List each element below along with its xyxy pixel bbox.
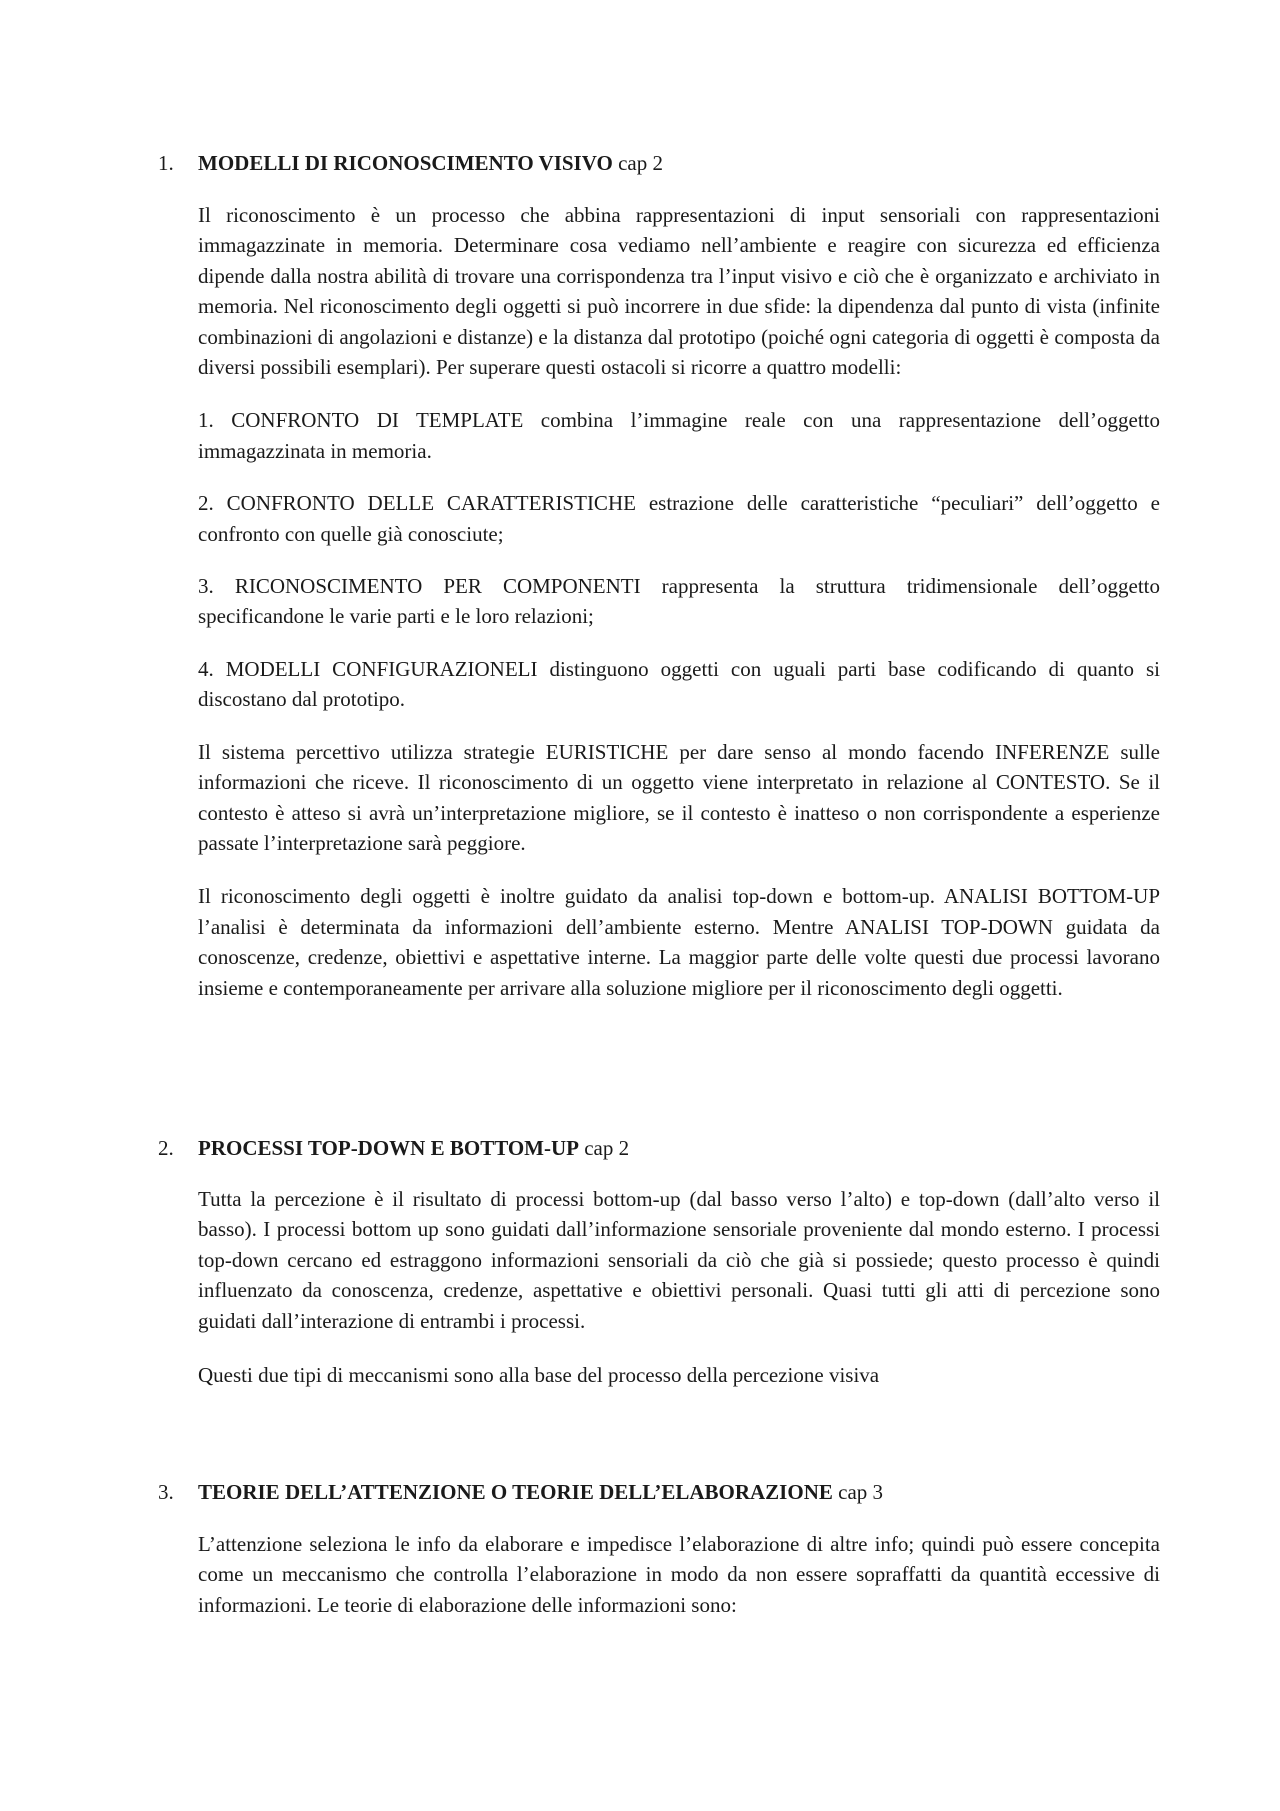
- paragraph: 4. MODELLI CONFIGURAZIONELI distinguono oggetti con uguali parti base codificando di quanto si discostano dal prototipo.: [198, 656, 1160, 712]
- chapter-ref: cap 2: [618, 151, 663, 175]
- paragraph: Tutta la percezione è il risultato di processi bottom-up (dal basso verso l’alto) e top-down (dall’alto verso il basso). I processi bottom up sono guidati dall’informazione sensoriale proveniente dal mondo esterno. I processi top-down cercano ed estraggono informazioni sensoriali da ciò che già si possiede; questo processo è quindi influenzato da conoscenza, credenze, aspettative e obiettivi personali. Quasi tutti gli atti di percezione sono guidati dall’interazione di entrambi i processi.: [198, 1187, 1160, 1333]
- chapter-ref: cap 2: [584, 1136, 630, 1160]
- paragraph: Il riconoscimento è un processo che abbina rappresentazioni di input sensoriali con rappresentazioni immagazzinate in memoria. Determinare cosa vediamo nell’ambiente e reagire con sicurezza ed efficienza dipende dalla nostra abilità di trovare una corrispondenza tra l’input visivo e ciò che è organizzato e archiviato in memoria. Nel riconoscimento degli oggetti si può incorrere in due sfide: la dipendenza dal punto di vista (infinite combinazioni di angolazioni e distanze) e la distanza dal prototipo (poiché ogni categoria di oggetti è composta da diversi possibili esemplari). Per superare questi ostacoli si ricorre a quattro modelli:: [198, 203, 1160, 380]
- section-heading: [158, 148, 1160, 178]
- paragraph: Il riconoscimento degli oggetti è inoltre guidato da analisi top-down e bottom-up. ANALISI BOTTOM-UP l’analisi è determinata da informazioni dell’ambiente esterno. Mentre ANALISI TOP-DOWN guidata da conoscenze, credenze, obiettivi e aspettative interne. La maggior parte delle volte questi due processi lavorano insieme e contemporaneamente per arrivare alla soluzione migliore per il riconoscimento degli oggetti.: [198, 884, 1160, 1000]
- section-body: [198, 200, 1160, 1003]
- paragraph: Questi due tipi di meccanismi sono alla base del processo della percezione visiva: [198, 1363, 880, 1388]
- paragraph: L’attenzione seleziona le info da elaborare e impedisce l’elaborazione di altre info; quindi può essere concepita come un meccanismo che controlla l’elaborazione in modo da non essere sopraffatti da quantità eccessive di informazioni. Le teorie di elaborazione delle informazioni sono:: [198, 1532, 1160, 1617]
- section-title: PROCESSI TOP-DOWN E BOTTOM-UP: [198, 1136, 579, 1160]
- section-heading: [158, 1477, 1160, 1507]
- section-title: TEORIE DELL’ATTENZIONE O TEORIE DELL’ELABORAZIONE: [198, 1480, 833, 1504]
- section-title: MODELLI DI RICONOSCIMENTO VISIVO: [198, 151, 613, 175]
- section-2: [158, 1133, 1160, 1413]
- paragraph: Il sistema percettivo utilizza strategie EURISTICHE per dare senso al mondo facendo INFERENZE sulle informazioni che riceve. Il riconoscimento di un oggetto viene interpretato in relazione al CONTESTO. Se il contesto è atteso si avrà un’interpretazione migliore, se il contesto è inatteso o non corrispondente a esperienze passate l’interpretazione sarà peggiore.: [198, 739, 1160, 855]
- section-heading: [158, 1133, 1160, 1163]
- section-number: 2.: [158, 1136, 174, 1160]
- section-1: [158, 148, 1160, 1026]
- paragraph: 2. CONFRONTO DELLE CARATTERISTICHE estrazione delle caratteristiche “peculiari” dell’oggetto e confronto con quelle già conosciute;: [198, 491, 1160, 546]
- chapter-ref: cap 3: [838, 1480, 884, 1504]
- section-3: [158, 1477, 1160, 1643]
- section-body: [198, 1184, 1160, 1390]
- paragraph: 1. CONFRONTO DI TEMPLATE combina l’immagine reale con una rappresentazione dell’oggetto immagazzinata in memoria.: [198, 408, 1160, 463]
- paragraph: 3. RICONOSCIMENTO PER COMPONENTI rappresenta la struttura tridimensionale dell’oggetto specificandone le varie parti e le loro relazioni;: [198, 574, 1160, 629]
- section-number: 1.: [158, 151, 174, 175]
- section-number: 3.: [158, 1480, 174, 1504]
- section-body: [198, 1529, 1160, 1620]
